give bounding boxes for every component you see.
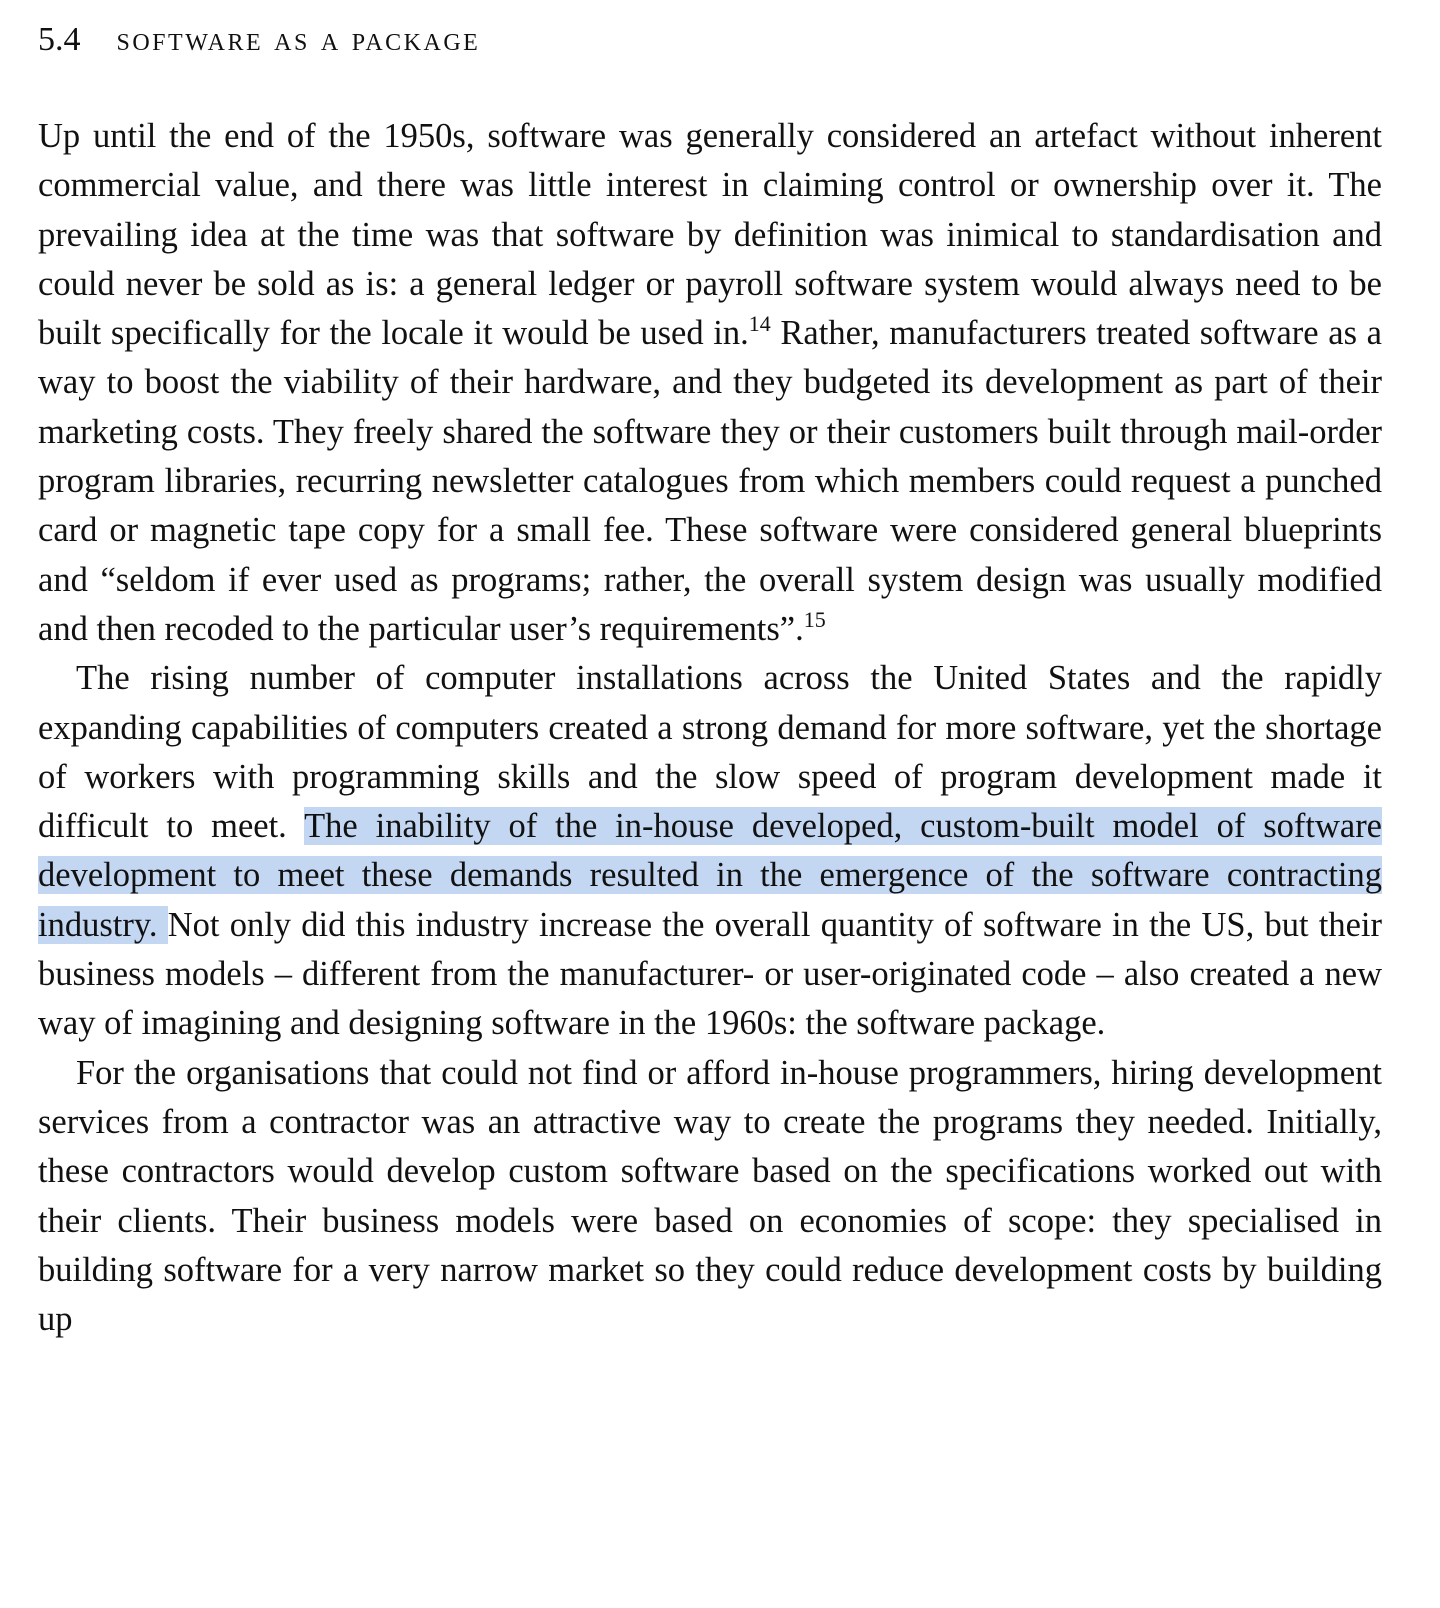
paragraph-3[interactable] xyxy=(38,1049,1382,1345)
paragraph-2-text-b: Not only did this industry increase the overall quantity of software in the US, but their business models – different from the manufacturer- or user-originated code – also created a new way of imagining and designing software in the 1960s: the software package. xyxy=(38,905,1382,1043)
paragraph-2-text-a: The rising number of computer installations across the United States and the rapidly expanding capabilities of computers created a strong demand for more software, yet the shortage of workers with programming skills and the slow speed of program development made it difficult to meet. xyxy=(38,659,1382,846)
section-title: software as a package xyxy=(116,21,481,58)
section-number: 5.4 xyxy=(38,21,81,58)
text-highlight[interactable]: The inability of the in-house developed, custom-built model of software development to meet these demands resulted in the emergence of the software contracting industry. xyxy=(38,807,1382,944)
paragraph-1[interactable] xyxy=(38,112,1382,654)
section-heading xyxy=(38,18,480,62)
footnote-ref-15[interactable]: 15 xyxy=(803,606,826,632)
paragraph-1-text-a: Up until the end of the 1950s, software was generally considered an artefact without inherent commercial value, and there was little interest in claiming control or ownership over it. The prevailing idea at the time was that software by definition was inimical to standardisation and could never be sold as is: a general ledger or payroll software system would always need to be built specifically for the locale it would be used in. xyxy=(38,117,1382,353)
body-text[interactable] xyxy=(38,112,1382,1344)
paragraph-2[interactable] xyxy=(38,654,1382,1048)
paragraph-3-text: For the organisations that could not find or afford in-house programmers, hiring development services from a contractor was an attractive way to create the programs they needed. Initially, these contractors would develop custom software based on the specifications worked out with their clients. Their business models were based on economies of scope: they specialised in building software for a very narrow market so they could reduce development costs by building up xyxy=(38,1053,1382,1339)
footnote-ref-14[interactable]: 14 xyxy=(748,311,771,337)
paragraph-1-text-b: Rather, manufacturers treated software as a way to boost the viability of their hardware, and they budgeted its development as part of their marketing costs. They freely shared the software they or their customers built through mail-order program libraries, recurring newsletter catalogues from which members could request a punched card or magnetic tape copy for a small fee. These software were considered general blueprints and “seldom if ever used as programs; rather, the overall system design was usually modified and then recoded to the particular user’s requirements”. xyxy=(38,314,1382,648)
